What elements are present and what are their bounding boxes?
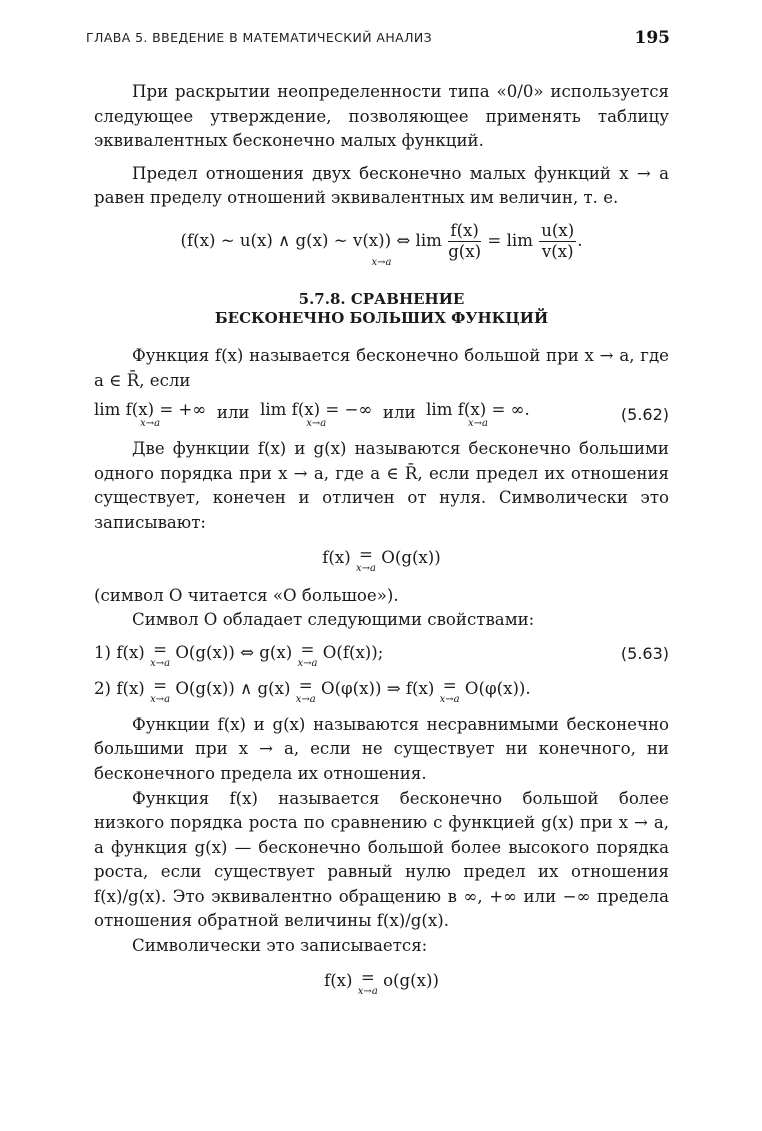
limit-subscript: x→a — [306, 418, 327, 430]
limit-subscript: x→a — [467, 418, 488, 430]
fraction-u-over-v — [539, 221, 576, 262]
property-1 — [94, 641, 669, 669]
expr-part: O(g(x)) ⇔ g(x) — [175, 642, 293, 662]
word-or: или — [216, 403, 250, 423]
denominator: v(x) — [541, 241, 574, 261]
limit-minus-infinity: lim f(x) = −∞ — [260, 400, 373, 420]
fraction-f-over-g — [448, 221, 481, 262]
formula-equivalence — [94, 221, 669, 268]
expr-part: f(x) — [116, 678, 145, 698]
limit-plus-infinity: lim f(x) = +∞ — [94, 400, 207, 420]
limit-subscript: x→a — [355, 562, 376, 574]
expr-part: O(φ(x)) ⇒ f(x) — [320, 678, 435, 698]
equals-sign: = — [360, 967, 375, 987]
equals-sign: = — [153, 639, 167, 659]
denominator: g(x) — [448, 241, 482, 261]
expr-part: O(g(x)) ∧ g(x) — [175, 678, 291, 698]
equals-sign: = — [300, 639, 315, 659]
limit-subscript: x→a — [295, 693, 316, 705]
equals-sign: = — [298, 675, 313, 695]
equals-sign: = — [153, 675, 167, 695]
section-heading-line2: БЕСКОНЕЧНО БОЛЬШИХ ФУНКЦИЙ — [214, 308, 549, 327]
paragraph-incomparable: Функции f(x) и g(x) называются несравнимыми бесконечно большими при x → a, если не существует ни конечного, ни бесконечного предела их отношения. — [94, 714, 669, 783]
numerator: f(x) — [448, 221, 481, 242]
numerator: u(x) — [541, 220, 575, 240]
formula-left: f(x) — [322, 547, 351, 567]
paragraph-big-o-reading: (символ O читается «O большое»). — [94, 585, 399, 605]
limit-subscript: x→a — [150, 693, 171, 705]
formula-limit-subscript: x→a — [371, 256, 392, 268]
formula-right: o(g(x)) — [383, 970, 439, 990]
limit-infinity: lim f(x) = ∞. — [426, 400, 530, 420]
formula-5-62-body — [94, 401, 530, 429]
paragraph-properties-intro: Символ O обладает следующими свойствами: — [132, 610, 535, 630]
section-heading-line1: 5.7.8. СРАВНЕНИЕ — [298, 289, 465, 308]
formula-5-62 — [94, 401, 669, 429]
formula-little-o — [94, 969, 669, 997]
formula-equals-lim: = lim — [487, 230, 533, 250]
property-label: 1) — [94, 642, 112, 662]
formula-equivalence-left: (f(x) ~ u(x) ∧ g(x) ~ v(x)) ⇔ lim — [180, 230, 442, 250]
paragraph-limit-statement: Предел отношения двух бесконечно малых функций x → a равен пределу отношений эквивалентных им величин, т. е. — [94, 163, 669, 208]
limit-subscript: x→a — [150, 657, 171, 669]
paragraph-symbolic: Символически это записывается: — [132, 936, 428, 956]
formula-big-o — [94, 546, 669, 574]
expr-part: O(φ(x)). — [464, 678, 531, 698]
property-label: 2) — [94, 678, 112, 698]
limit-subscript: x→a — [140, 418, 161, 430]
formula-end: . — [577, 230, 583, 250]
paragraph-same-order: Две функции f(x) и g(x) называются бесконечно большими одного порядка при x → a, где a ∈ R̄, если предел их отношения существует, конечен и отличен от нуля. Символически это записывают: — [94, 439, 669, 532]
section-heading — [94, 290, 669, 328]
equals-sign: = — [442, 675, 457, 695]
word-or: или — [382, 403, 416, 423]
formula-left: f(x) — [324, 970, 353, 990]
paragraph-lower-order: Функция f(x) называется бесконечно большой более низкого порядка роста по сравнению с функцией g(x) при x → a, а функция g(x) — бесконечно большой более высокого порядка роста, если существует равный нулю предел их отношения f(x)/g(x). Это эквивалентно обращению в ∞, +∞ или −∞ предела отношения обратной величины f(x)/g(x). — [94, 788, 669, 931]
property-2 — [94, 677, 669, 705]
paragraph-definition-infinite: Функция f(x) называется бесконечно большой при x → a, где a ∈ R̄, если — [94, 345, 669, 390]
limit-subscript: x→a — [439, 693, 460, 705]
paragraph-intro: При раскрытии неопределенности типа «0/0» используется следующее утверждение, позволяющее применять таблицу эквивалентных бесконечно малых функций. — [94, 82, 669, 151]
limit-subscript: x→a — [357, 985, 378, 997]
equals-sign: = — [359, 544, 373, 564]
expr-part: O(f(x)); — [322, 642, 384, 662]
equation-number: (5.62) — [620, 404, 669, 424]
equation-number: (5.63) — [620, 644, 669, 664]
page-number: 195 — [634, 28, 670, 48]
page-body — [94, 80, 669, 1007]
running-title: ГЛАВА 5. ВВЕДЕНИЕ В МАТЕМАТИЧЕСКИЙ АНАЛИЗ — [86, 30, 433, 45]
limit-subscript: x→a — [297, 657, 318, 669]
formula-right: O(g(x)) — [381, 547, 441, 567]
expr-part: f(x) — [116, 642, 145, 662]
page-header — [86, 28, 670, 52]
